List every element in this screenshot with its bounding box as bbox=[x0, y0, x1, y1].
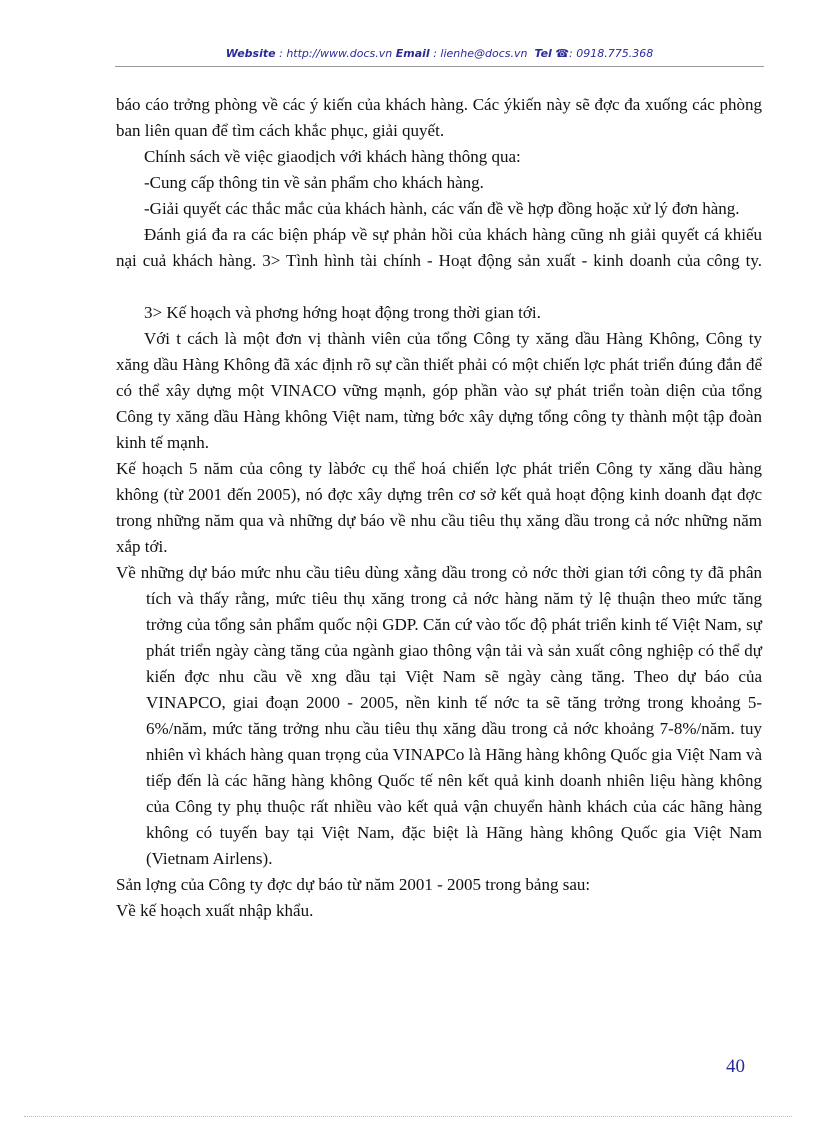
tel-number: : 0918.775.368 bbox=[569, 47, 654, 60]
page-bottom-border bbox=[24, 1116, 792, 1117]
paragraph: -Cung cấp thông tin về sản phẩm cho khách hàng. bbox=[144, 173, 484, 192]
website-separator: : bbox=[275, 47, 287, 60]
page-number: 40 bbox=[726, 1056, 745, 1077]
website-label: Website bbox=[225, 47, 276, 60]
section-heading: 3> Kế hoạch và phơng hớng hoạt động trong thời gian tới. bbox=[144, 303, 541, 322]
paragraph: Về kế hoạch xuất nhập khẩu. bbox=[116, 901, 314, 920]
blank-line bbox=[116, 274, 762, 300]
paragraph: Về những dự báo mức nhu cầu tiêu dùng xằng dầu trong cỏ nớc thời gian tới công ty đã phân tích và thấy rằng, mức tiêu thụ xăng trong cả nớc hàng năm tỷ lệ thuận theo mức tăng trởng của tổng sản phẩm quốc nội GDP. Căn cứ vào tốc độ phát triển kinh tế Việt Nam, sự phát triển ngày càng tăng của ngành giao thông vận tải và sản xuất công nghiệp có thể dự kiến đợc nhu cầu về xng dầu tại Việt Nam sẽ ngày càng tăng. Theo dự báo của VINAPCO, giai đoạn 2000 - 2005, nền kinh tế nớc ta sẽ tăng trởng trong khoảng 5-6%/năm, mức tăng trởng nhu cầu tiêu thụ xăng dầu trong cả nớc khoảng 7-8%/năm. tuy nhiên vì khách hàng quan trọng của VINAPCo là Hãng hàng không Quốc gia Việt Nam và tiếp đến là các hãng hàng không Quốc tế nên kết quả kinh doanh nhiên liệu hàng không của Công ty phụ thuộc rất nhiều vào kết quả vận chuyển hành khách của các hãng hàng không có tuyến bay tại Việt Nam, đặc biệt là Hãng hàng không Quốc gia Việt Nam (Vietnam Airlens). bbox=[116, 563, 762, 868]
website-url[interactable]: http://www.docs.vn bbox=[286, 47, 393, 60]
email-separator: : bbox=[429, 47, 441, 60]
paragraph: -Giải quyết các thắc mắc của khách hành, các vấn đề về hợp đồng hoặc xử lý đơn hàng. bbox=[144, 199, 740, 218]
phone-icon: ☎ bbox=[555, 47, 570, 60]
tel-label: Tel bbox=[534, 47, 552, 60]
paragraph: báo cáo trởng phòng về các ý kiến của khách hàng. Các ýkiến này sẽ đợc đa xuống các phòng ban liên quan để tìm cách khắc phục, giải quyết. bbox=[116, 95, 762, 140]
header-divider bbox=[115, 66, 764, 67]
paragraph: Kế hoạch 5 năm của công ty làbớc cụ thể hoá chiến lợc phát triển Công ty xăng dầu hàng không (từ 2001 đến 2005), nó đợc xây dựng trên cơ sở kết quả hoạt động kinh doanh đạt đợc trong những năm qua và những dự báo về nhu cầu tiêu thụ xăng dầu trong cả nớc những năm xắp tới. bbox=[116, 459, 762, 556]
paragraph: Chính sách về việc giaodịch với khách hàng thông qua: bbox=[144, 147, 521, 166]
document-body bbox=[116, 92, 762, 924]
page-header bbox=[115, 47, 764, 60]
paragraph: Sản lợng của Công ty đợc dự báo từ năm 2001 - 2005 trong bảng sau: bbox=[116, 875, 591, 894]
email-label: Email bbox=[395, 47, 430, 60]
paragraph: Với t cách là một đơn vị thành viên của tổng Công ty xăng dầu Hàng Không, Công ty xăng dầu Hàng Không đã xác định rõ sự cần thiết phải có một chiến lợc phát triển đúng đắn để có thể xây dựng một VINACO vững mạnh, góp phần vào sự phát triển toàn diện của tổng Công ty xăng dầu Hàng không Việt nam, từng bớc xây dựng tổng công ty thành một tập đoàn kinh tế mạnh. bbox=[116, 329, 762, 452]
paragraph: Đánh giá đa ra các biện pháp về sự phản hồi của khách hàng cũng nh giải quyết cá khiếu nại cuả khách hàng. 3> Tình hình tài chính - Hoạt động sản xuất - kinh doanh của công ty. bbox=[116, 225, 762, 270]
email-address[interactable]: lienhe@docs.vn bbox=[440, 47, 528, 60]
